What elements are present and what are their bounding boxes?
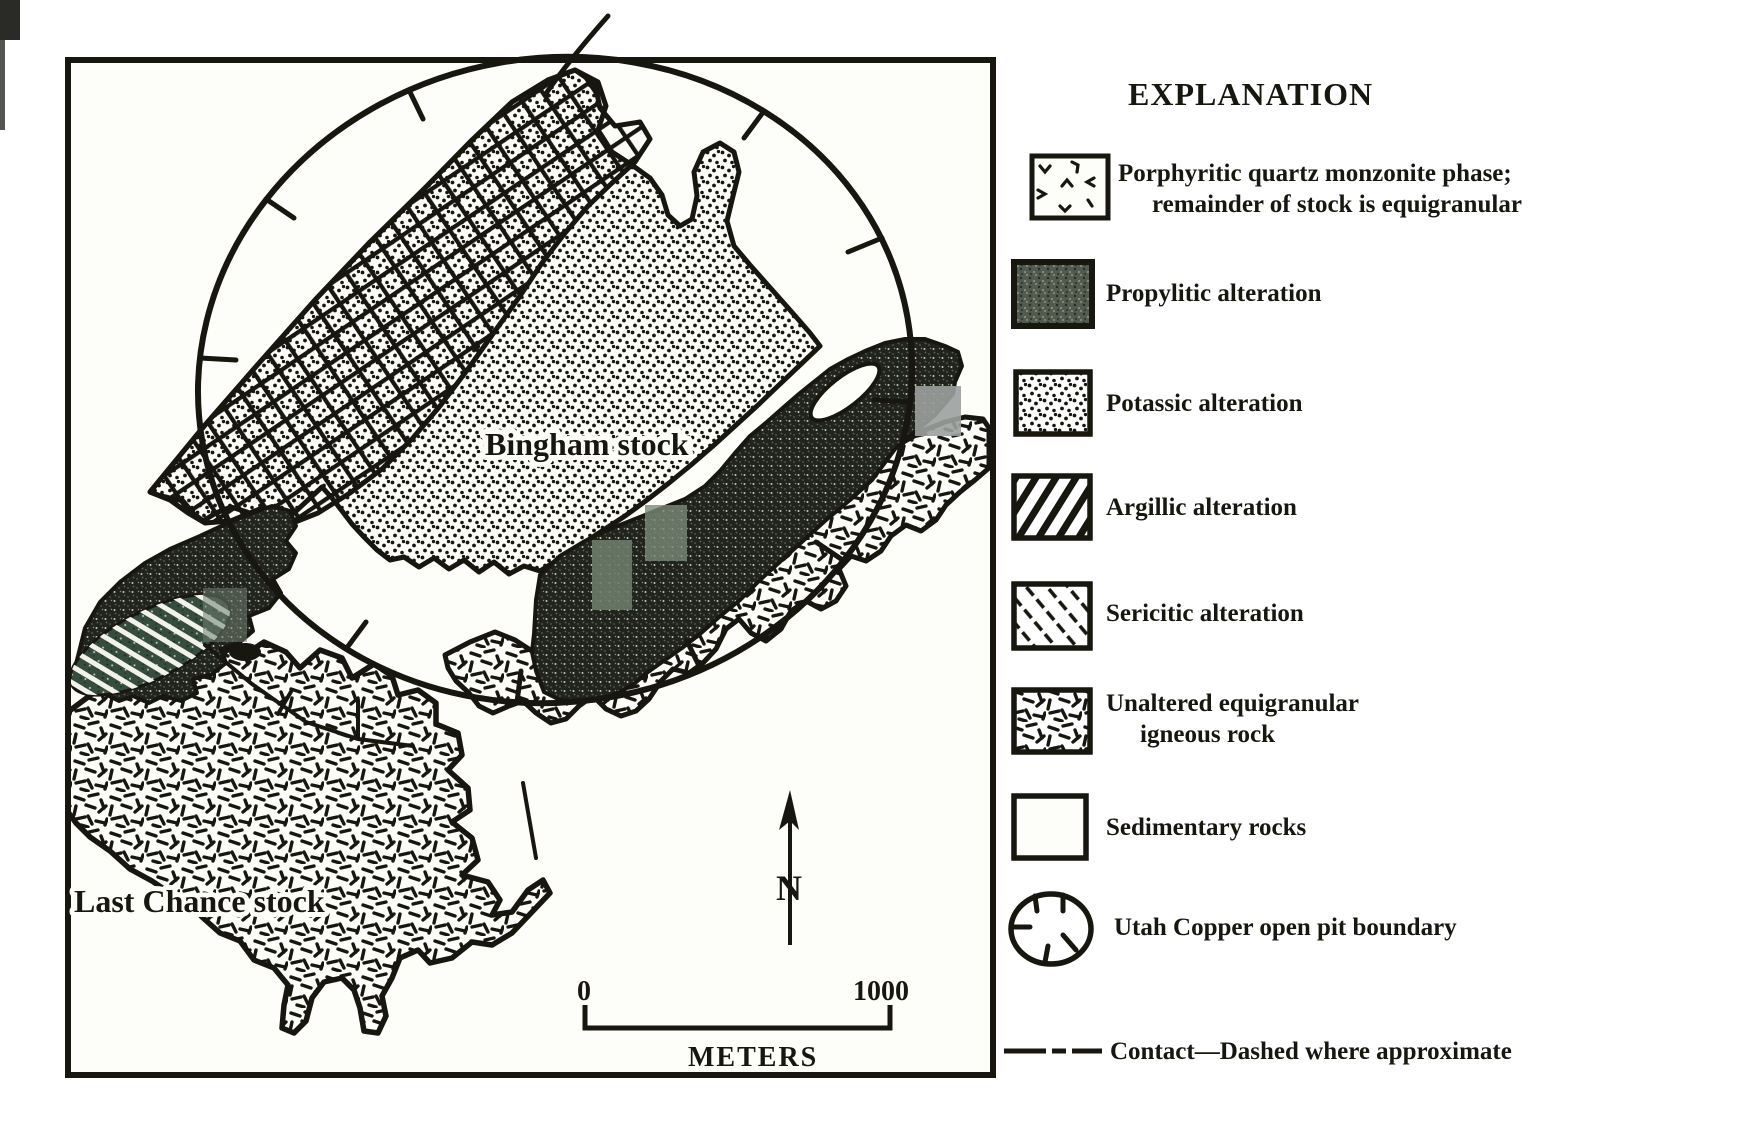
legend-label-sedimentary-text: Sedimentary rocks [1106,814,1307,841]
legend-label-unaltered-line2: igneous rock [1140,721,1275,748]
scan-artifact-green-square-1 [592,540,632,610]
legend-label-porphyritic-line1: Porphyritic quartz monzonite phase; [1118,160,1512,187]
scan-artifact-green-square-3 [203,588,247,642]
legend-label-contact-text: Contact—Dashed where approximate [1110,1038,1512,1065]
legend-label-pit-boundary-text: Utah Copper open pit boundary [1114,914,1457,941]
scale-units-label: METERS [688,1042,819,1073]
bingham-stock-label: Bingham stock [485,426,689,462]
scale-start-label: 0 [577,976,591,1007]
scan-artifact-grey-square [915,386,961,436]
legend-title: EXPLANATION [1128,76,1374,112]
last-chance-stock-label: Last Chance stock [74,883,325,919]
legend-label-potassic-text: Potassic alteration [1106,390,1303,417]
contact-blob [229,643,261,661]
north-label: N [776,868,802,908]
legend-label-argillic-text: Argillic alteration [1106,494,1297,521]
legend-label-propylitic-text: Propylitic alteration [1106,280,1322,307]
legend-label-unaltered-line1: Unaltered equigranular [1106,690,1360,717]
scan-artifact-green-square-2 [645,505,687,561]
scale-end-label: 1000 [853,976,909,1007]
legend-label-porphyritic-line2: remainder of stock is equigranular [1152,191,1522,218]
legend-label-sericitic-text: Sericitic alteration [1106,600,1304,627]
